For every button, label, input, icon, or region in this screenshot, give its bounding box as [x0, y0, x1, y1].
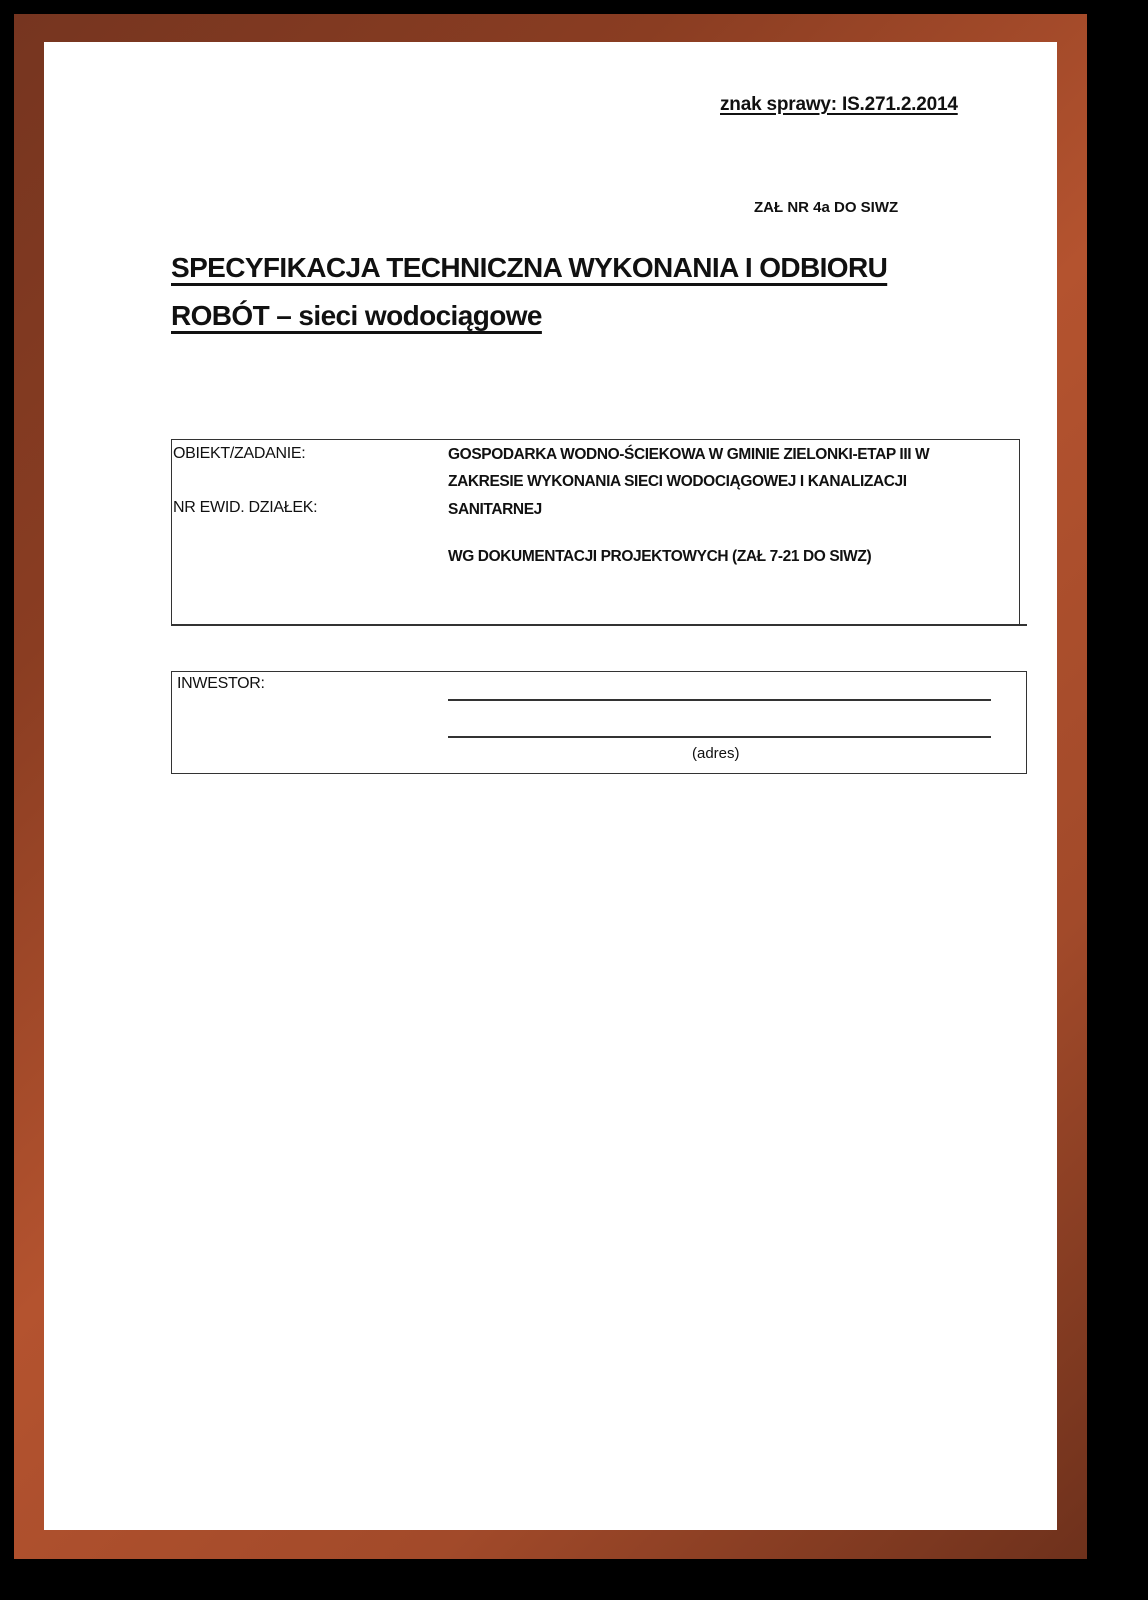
- object-label: OBIEKT/ZADANIE:: [173, 445, 306, 462]
- object-value-line-3: SANITARNEJ: [448, 501, 542, 518]
- investor-name-line: [448, 699, 991, 701]
- case-reference: znak sprawy: IS.271.2.2014: [720, 94, 958, 115]
- object-value-line-1: GOSPODARKA WODNO-ŚCIEKOWA W GMINIE ZIELONKI-ETAP III W: [448, 446, 930, 463]
- document-title: [171, 244, 951, 340]
- investor-label: INWESTOR:: [177, 675, 265, 692]
- title-line-1: SPECYFIKACJA TECHNICZNA WYKONANIA I ODBIORU: [171, 252, 888, 283]
- attachment-label: ZAŁ NR 4a DO SIWZ: [754, 199, 899, 216]
- plots-label: NR EWID. DZIAŁEK:: [173, 499, 318, 516]
- object-value-line-2: ZAKRESIE WYKONANIA SIECI WODOCIĄGOWEJ I KANALIZACJI: [448, 473, 907, 490]
- object-value-line-4: WG DOKUMENTACJI PROJEKTOWYCH (ZAŁ 7-21 DO SIWZ): [448, 548, 872, 565]
- object-table-bottom-border: [171, 624, 1027, 626]
- address-caption: (adres): [692, 745, 740, 762]
- investor-address-line: [448, 736, 991, 738]
- title-line-2: ROBÓT – sieci wodociągowe: [171, 300, 542, 331]
- investor-table: [171, 671, 1027, 774]
